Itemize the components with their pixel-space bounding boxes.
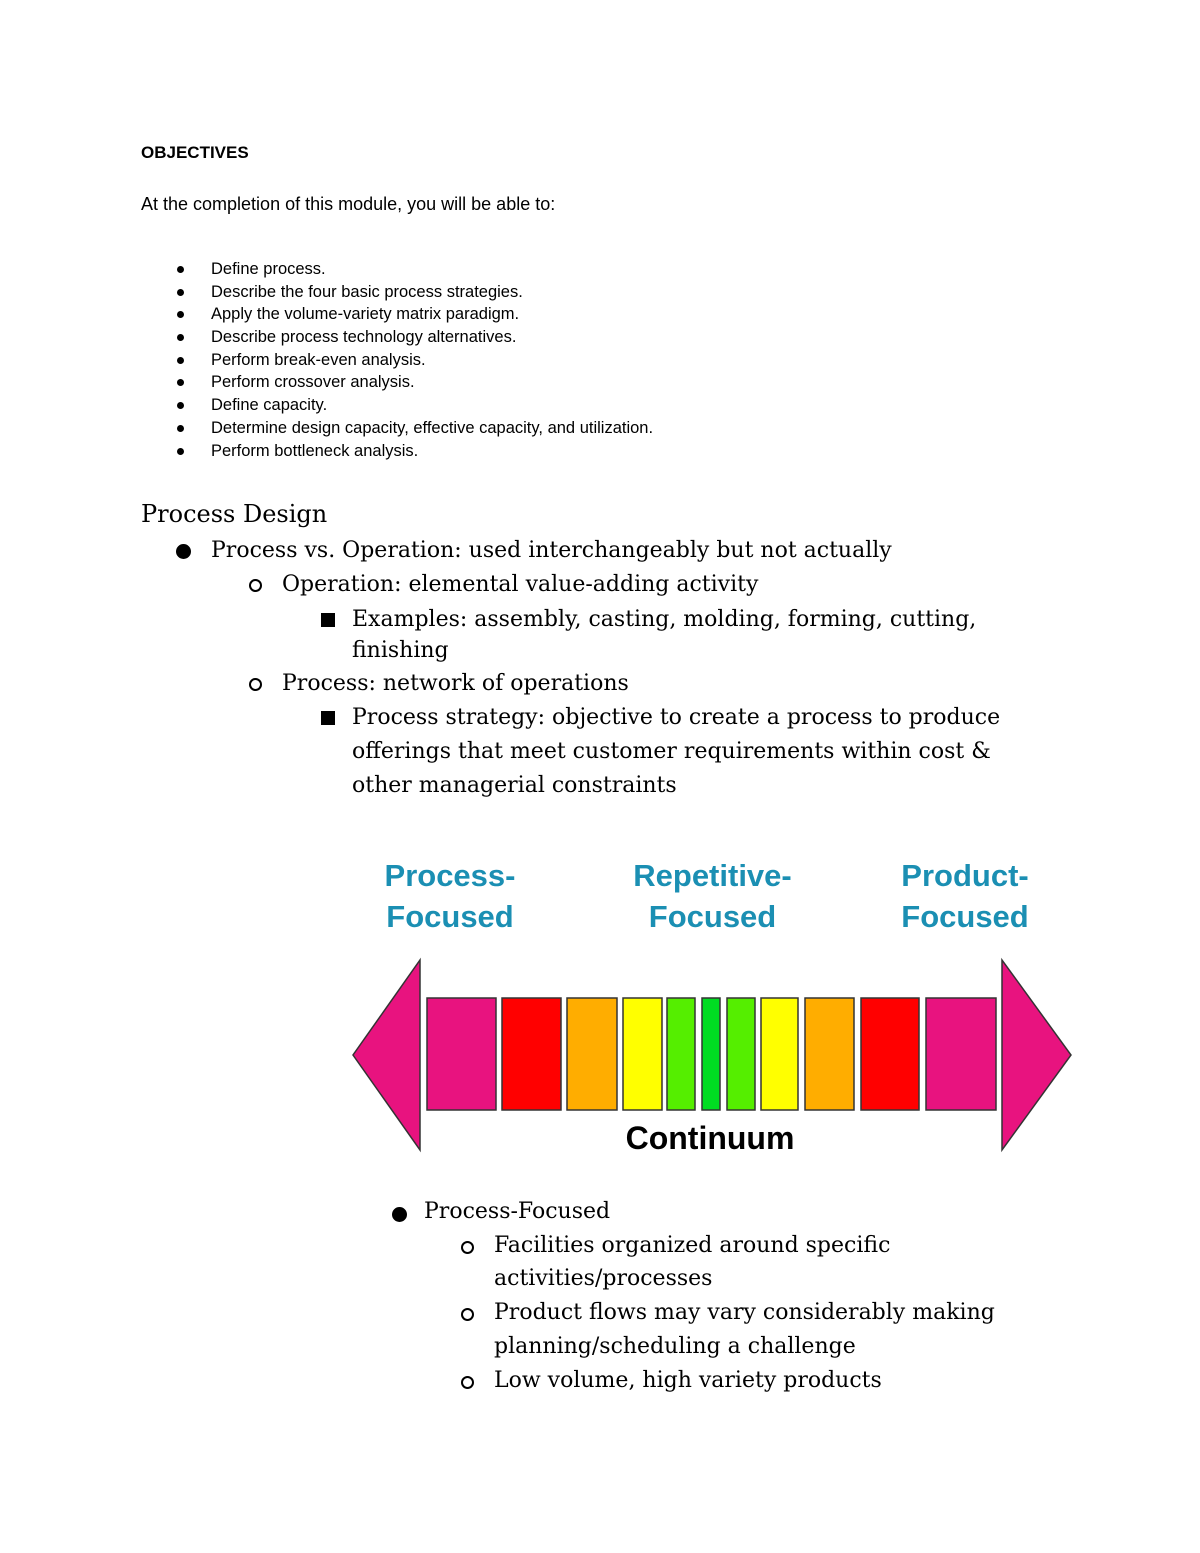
objectives-list xyxy=(0,258,1200,462)
bullet-icon xyxy=(177,334,184,341)
facilities-line-1: Facilities organized around specific xyxy=(494,1233,891,1258)
circle-bullet-icon xyxy=(249,579,262,592)
strategy-line-3: other managerial constraints xyxy=(352,773,677,798)
process-vs-operation: Process vs. Operation: used interchangeably but not actually xyxy=(211,538,892,563)
list-item xyxy=(0,440,1200,463)
list-item xyxy=(0,394,1200,417)
strategy-line-1: Process strategy: objective to create a process to produce xyxy=(352,705,1001,730)
list-item-text: Describe process technology alternatives. xyxy=(211,328,517,347)
continuum-segment xyxy=(567,998,617,1110)
process-focused-label xyxy=(340,855,560,937)
list-item xyxy=(0,258,1200,281)
list-item xyxy=(0,349,1200,372)
continuum-segment xyxy=(926,998,996,1110)
facilities-line-2: activities/processes xyxy=(494,1266,713,1291)
strategy-line-2: offerings that meet customer requirements within cost & xyxy=(352,739,991,764)
list-item xyxy=(0,371,1200,394)
objectives-intro: At the completion of this module, you will be able to: xyxy=(141,194,556,214)
label-line: Repetitive- xyxy=(633,858,792,893)
examples-line-2: finishing xyxy=(352,638,449,663)
list-item-text: Determine design capacity, effective capacity, and utilization. xyxy=(211,418,654,437)
bullet-icon xyxy=(177,357,184,364)
bullet-icon xyxy=(177,448,184,455)
flows-line-1: Product flows may vary considerably making xyxy=(494,1300,995,1325)
square-bullet-icon xyxy=(321,613,335,627)
continuum-segment xyxy=(502,998,561,1110)
continuum-segment xyxy=(427,998,496,1110)
operation-definition: Operation: elemental value-adding activity xyxy=(282,572,759,597)
circle-bullet-icon xyxy=(249,678,262,691)
objectives-heading: OBJECTIVES xyxy=(141,143,249,162)
bullet-icon xyxy=(177,266,184,273)
list-item-text: Perform bottleneck analysis. xyxy=(211,441,419,460)
list-item-text: Perform break-even analysis. xyxy=(211,350,426,369)
examples-line-1: Examples: assembly, casting, molding, forming, cutting, xyxy=(352,607,977,632)
bullet-icon xyxy=(177,379,184,386)
flows-line-2: planning/scheduling a challenge xyxy=(494,1334,856,1359)
list-item xyxy=(0,326,1200,349)
volume-variety-line: Low volume, high variety products xyxy=(494,1368,882,1393)
bullet-icon xyxy=(177,289,184,296)
continuum-segment xyxy=(702,998,720,1110)
bullet-icon xyxy=(177,311,184,318)
list-item-text: Apply the volume-variety matrix paradigm. xyxy=(211,305,520,324)
continuum-segment xyxy=(861,998,919,1110)
square-bullet-icon xyxy=(321,711,335,725)
list-item xyxy=(0,281,1200,304)
label-line: Focused xyxy=(386,899,514,934)
label-line: Focused xyxy=(648,899,777,934)
list-item-text: Define process. xyxy=(211,260,326,278)
list-item-text: Perform crossover analysis. xyxy=(211,373,415,392)
continuum-segment xyxy=(727,998,755,1110)
continuum-segment xyxy=(761,998,798,1110)
list-item xyxy=(0,417,1200,440)
bullet-icon xyxy=(177,402,184,409)
list-item-text: Describe the four basic process strategies. xyxy=(211,282,523,301)
label-line: Process- xyxy=(384,858,516,893)
process-focused-title: Process-Focused xyxy=(424,1199,611,1224)
circle-bullet-icon xyxy=(461,1376,474,1389)
label-line: Focused xyxy=(901,899,1029,934)
label-line: Product- xyxy=(901,858,1029,893)
bullet-icon xyxy=(177,425,184,432)
list-item xyxy=(0,303,1200,326)
bullet-icon xyxy=(392,1207,407,1222)
continuum-segment xyxy=(667,998,695,1110)
bullet-icon xyxy=(176,544,191,559)
circle-bullet-icon xyxy=(461,1241,474,1254)
circle-bullet-icon xyxy=(461,1308,474,1321)
repetitive-focused-label xyxy=(600,855,825,937)
list-item-text: Define capacity. xyxy=(211,396,328,415)
continuum-segment xyxy=(623,998,662,1110)
left-arrow-head xyxy=(353,960,420,1150)
product-focused-label xyxy=(860,855,1070,937)
continuum-segment xyxy=(805,998,854,1110)
process-definition: Process: network of operations xyxy=(282,671,629,696)
right-arrow-head xyxy=(1002,960,1071,1150)
process-design-heading: Process Design xyxy=(141,500,328,528)
continuum-caption: Continuum xyxy=(625,1120,795,1156)
